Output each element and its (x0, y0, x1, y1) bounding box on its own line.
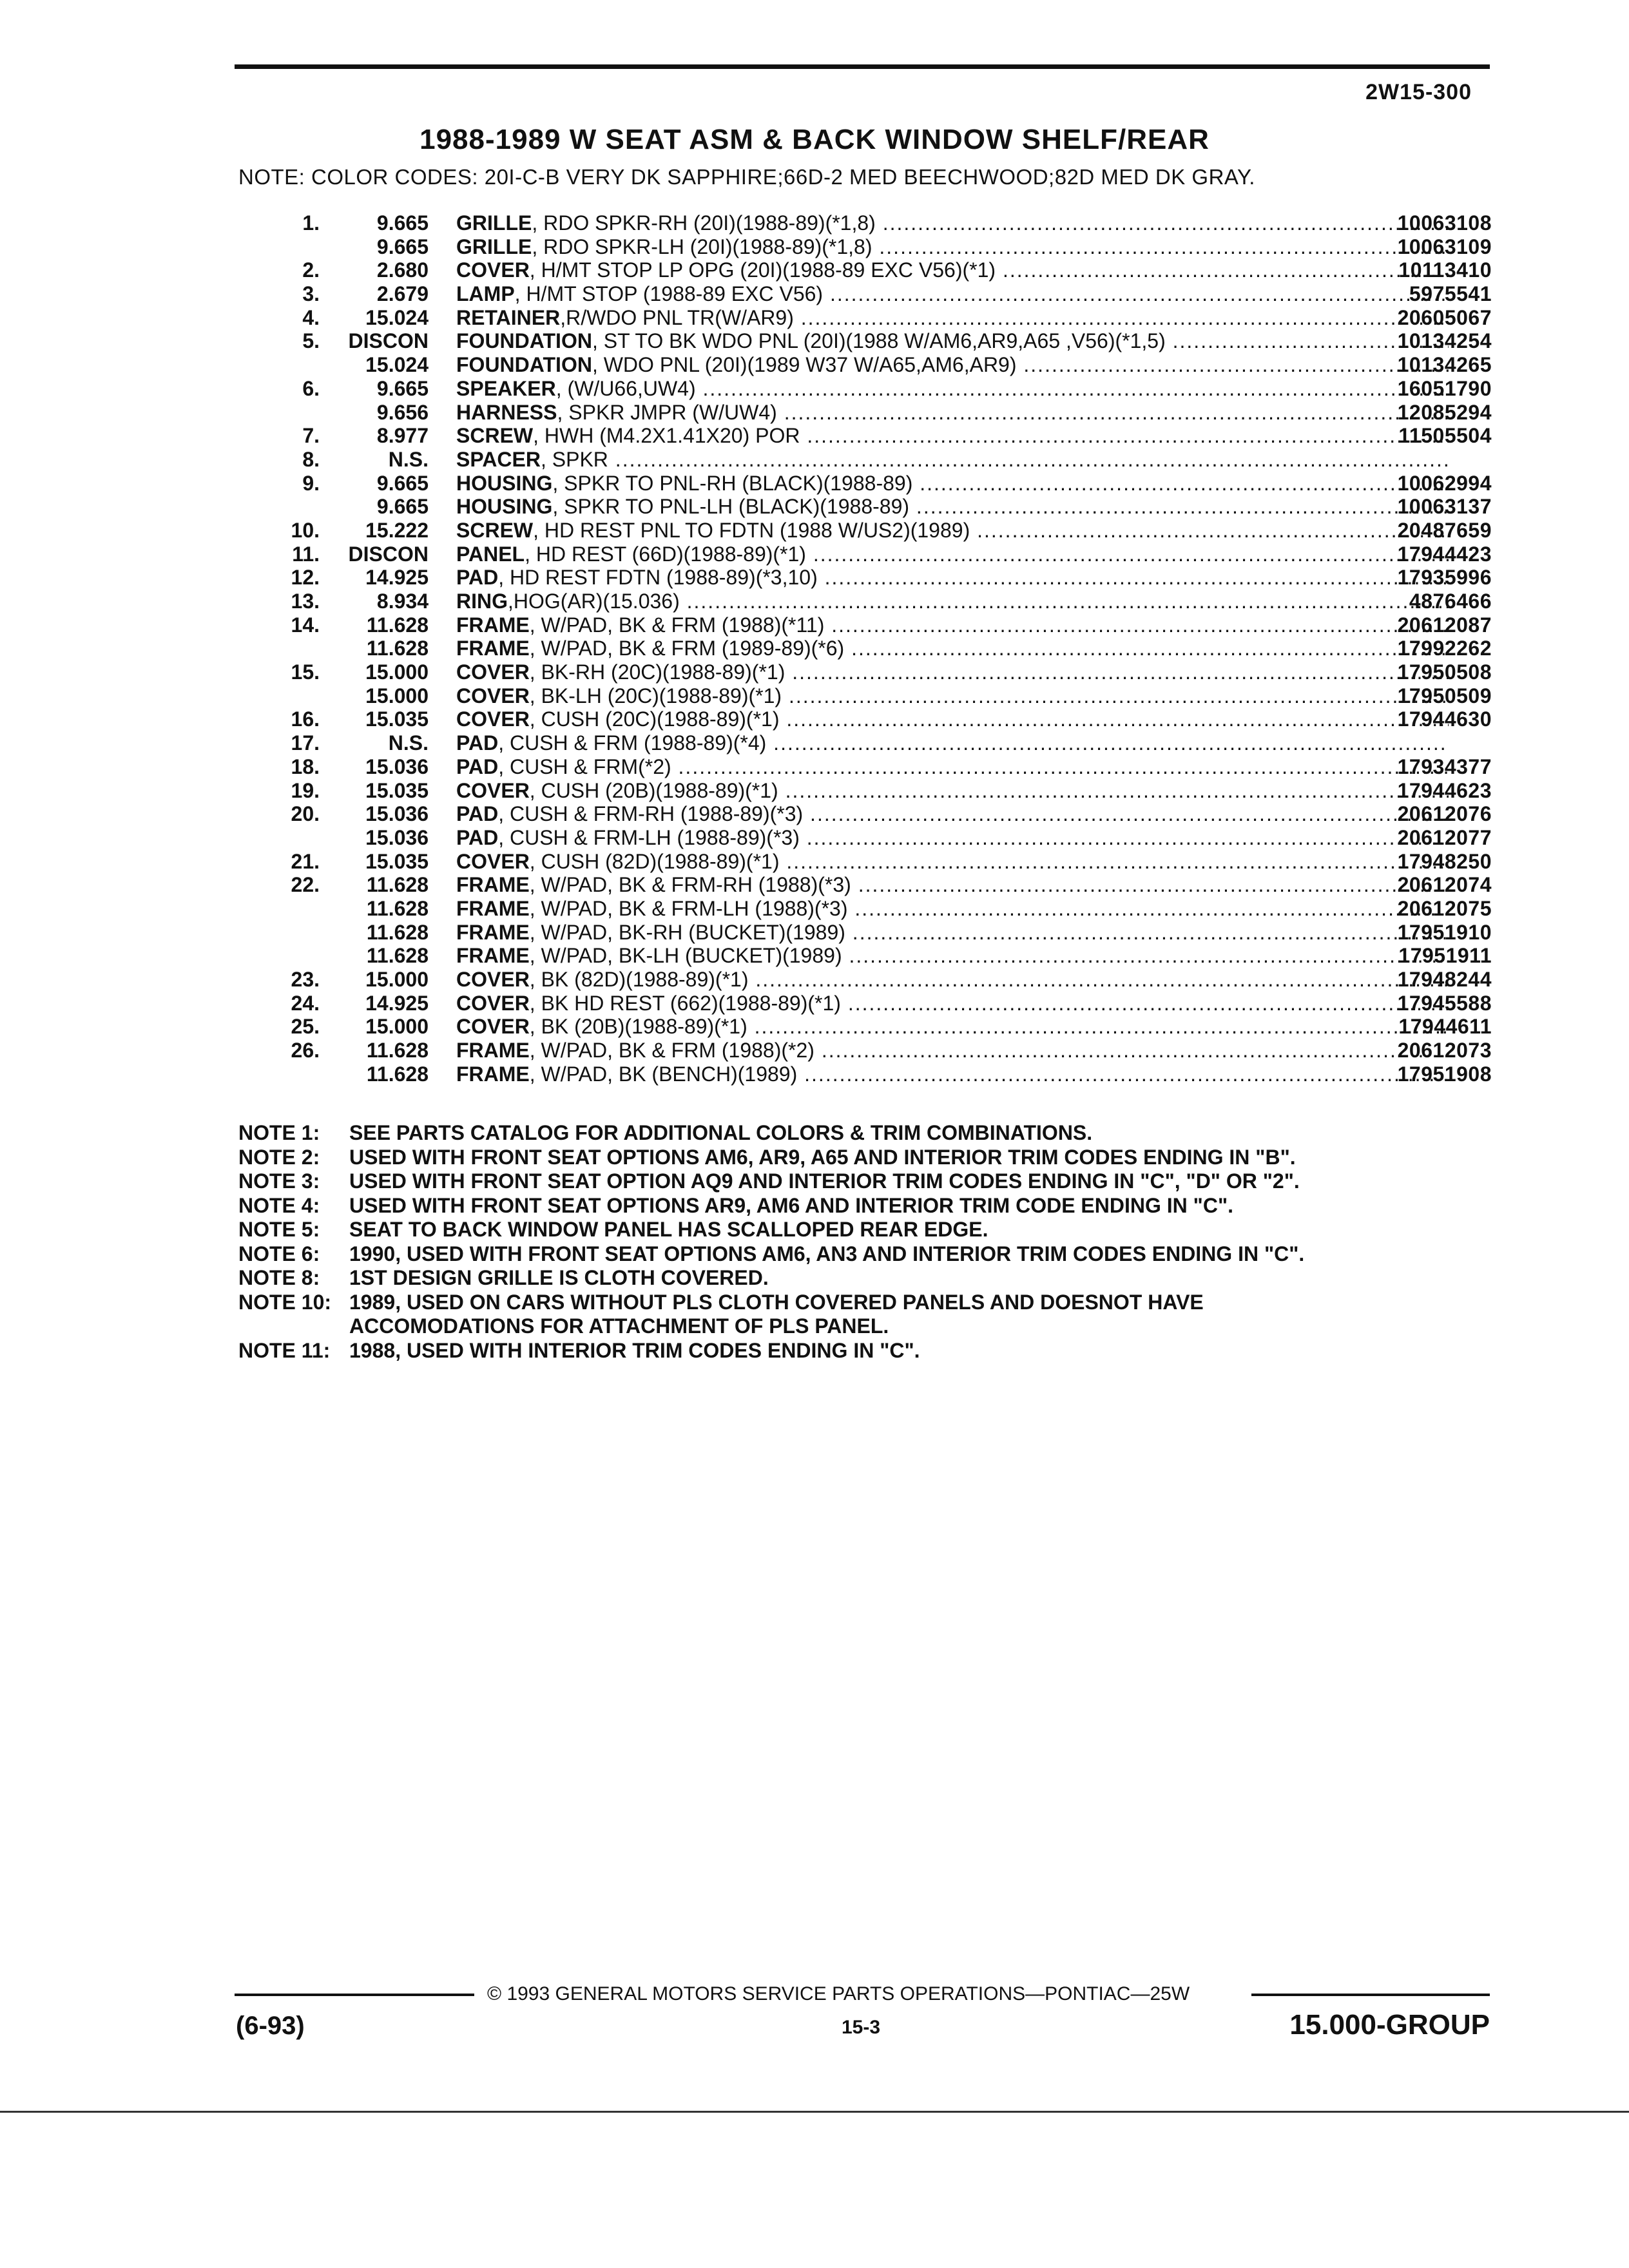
note-label: NOTE 10: (238, 1290, 332, 1314)
note-row (238, 1121, 1495, 1146)
part-index: 10. (291, 518, 320, 542)
part-detail: , WDO PNL (20I)(1989 W37 W/A65,AM6,AR9) ..... (592, 353, 1449, 376)
part-number: 10063109 (1397, 235, 1492, 258)
part-index: 26. (291, 1039, 320, 1062)
part-ref: 15.035 (365, 707, 429, 731)
part-row (245, 306, 1492, 330)
part-index: 9. (302, 471, 320, 495)
part-number: 11505504 (1398, 424, 1492, 448)
part-description (456, 211, 1449, 235)
part-row (245, 755, 1492, 779)
part-number: 10062994 (1397, 471, 1492, 495)
note-row (238, 1291, 1495, 1315)
part-description (456, 921, 1449, 945)
part-index: 1. (302, 211, 320, 235)
part-row (245, 944, 1492, 968)
part-detail: ,R/WDO PNL TR(W/AR9) ..... (560, 306, 1449, 329)
part-ref: 8.934 (376, 590, 429, 613)
part-name: SCREW (456, 518, 534, 542)
part-index: 19. (291, 778, 320, 802)
note-text: 1989, USED ON CARS WITHOUT PLS CLOTH COVERED PANELS AND DOESNOT HAVE (349, 1290, 1204, 1314)
part-index: 13. (291, 590, 320, 613)
note-label: NOTE 4: (238, 1193, 320, 1217)
part-description (456, 306, 1449, 330)
part-row (245, 519, 1492, 543)
note-row (238, 1242, 1495, 1267)
part-number: 17935996 (1397, 566, 1492, 590)
part-ref: 11.628 (366, 873, 429, 897)
part-number: 4876466 (1409, 590, 1492, 613)
part-name: COVER (456, 849, 530, 873)
part-description (456, 802, 1449, 826)
part-detail: , CUSH & FRM (1988-89)(*4) ..... (498, 731, 1449, 754)
note-label: NOTE 11: (238, 1338, 331, 1362)
note-row (238, 1218, 1495, 1242)
part-name: SPACER (456, 447, 541, 471)
page-title: 1988-1989 W SEAT ASM & BACK WINDOW SHELF/REAR (419, 124, 1210, 155)
part-name: PAD (456, 754, 499, 778)
part-description (456, 684, 1449, 708)
part-row (245, 211, 1492, 235)
part-number: 17951908 (1397, 1062, 1492, 1086)
part-name: FRAME (456, 944, 530, 968)
part-number: 5975541 (1409, 282, 1492, 306)
note-text: SEE PARTS CATALOG FOR ADDITIONAL COLORS & TRIM COMBINATIONS. (349, 1121, 1093, 1144)
part-number: 17944630 (1397, 707, 1492, 731)
part-number: 20612075 (1397, 896, 1492, 920)
part-description (456, 282, 1449, 306)
part-name: PANEL (456, 542, 525, 566)
part-name: PAD (456, 566, 499, 590)
part-description (456, 1039, 1449, 1062)
footer-group: 15.000-GROUP (1289, 2009, 1490, 2041)
part-name: HOUSING (456, 471, 553, 495)
part-index: 22. (291, 873, 320, 897)
part-name: COVER (456, 258, 530, 282)
part-description (456, 873, 1449, 897)
part-description (456, 543, 1449, 566)
part-detail: , CUSH & FRM(*2) ..... (498, 755, 1449, 778)
part-row (245, 329, 1492, 353)
part-name: RETAINER (456, 305, 561, 329)
part-number: 16051790 (1397, 376, 1492, 400)
part-name: RING (456, 590, 508, 613)
part-detail: , W/PAD, BK-RH (BUCKET)(1989) ..... (530, 921, 1449, 944)
part-description (456, 495, 1449, 519)
part-index: 4. (302, 305, 320, 329)
part-row (245, 873, 1492, 897)
part-description (456, 377, 1449, 401)
part-row (245, 377, 1492, 401)
part-description (456, 707, 1449, 731)
part-description (456, 566, 1449, 590)
part-ref: 2.679 (376, 282, 429, 306)
part-detail: , W/PAD, BK & FRM (1989-89)(*6) ..... (530, 637, 1449, 660)
note-text: USED WITH FRONT SEAT OPTIONS AM6, AR9, A65 AND INTERIOR TRIM CODES ENDING IN "B". (349, 1145, 1296, 1169)
part-detail: , BK (20B)(1988-89)(*1) ..... (530, 1015, 1449, 1038)
part-row (245, 921, 1492, 945)
part-row (245, 992, 1492, 1015)
part-number: 17945588 (1397, 991, 1492, 1015)
part-description (456, 660, 1449, 684)
part-name: FRAME (456, 920, 530, 944)
part-name: COVER (456, 707, 530, 731)
part-name: PAD (456, 731, 499, 755)
part-row (245, 1015, 1492, 1039)
top-rule (235, 64, 1490, 69)
part-description (456, 779, 1449, 803)
part-number: 17951911 (1398, 944, 1492, 968)
part-row (245, 1039, 1492, 1062)
part-index: 17. (291, 731, 320, 755)
part-name: FRAME (456, 873, 530, 897)
part-detail: , W/PAD, BK-LH (BUCKET)(1989) ..... (530, 944, 1449, 967)
part-ref: 9.665 (376, 471, 429, 495)
part-row (245, 495, 1492, 519)
part-name: COVER (456, 660, 530, 684)
note-label: NOTE 8: (238, 1266, 320, 1289)
part-detail: , HD REST PNL TO FDTN (1988 W/US2)(1989) ..... (533, 519, 1449, 542)
part-index: 2. (302, 258, 320, 282)
part-detail: , CUSH & FRM-RH (1988-89)(*3) ..... (498, 802, 1449, 825)
part-detail: , BK-LH (20C)(1988-89)(*1) ..... (530, 684, 1449, 707)
part-ref: 15.000 (365, 660, 429, 684)
part-number: 17934377 (1397, 754, 1492, 778)
part-description (456, 968, 1449, 992)
note-label: NOTE 6: (238, 1242, 320, 1265)
part-index: 7. (302, 424, 320, 448)
part-name: COVER (456, 684, 530, 707)
note-row (238, 1194, 1495, 1218)
part-index: 16. (291, 707, 320, 731)
part-name: FRAME (456, 613, 530, 637)
part-index: 21. (291, 849, 320, 873)
part-row (245, 590, 1492, 613)
part-row (245, 543, 1492, 566)
part-ref: N.S. (388, 731, 429, 755)
part-ref: DISCON (348, 542, 429, 566)
footer-date: (6-93) (236, 2012, 305, 2040)
part-ref: 15.024 (365, 305, 429, 329)
part-ref: 11.628 (366, 944, 429, 968)
part-number: 17944423 (1397, 542, 1492, 566)
color-codes-note: NOTE: COLOR CODES: 20I-C-B VERY DK SAPPHIRE;66D-2 MED BEECHWOOD;82D MED DK GRAY. (238, 165, 1255, 189)
part-detail: , (W/U66,UW4) ..... (556, 377, 1449, 400)
part-description (456, 472, 1449, 495)
part-index: 18. (291, 754, 320, 778)
note-row (238, 1146, 1495, 1170)
note-text: USED WITH FRONT SEAT OPTION AQ9 AND INTERIOR TRIM CODES ENDING IN "C", "D" OR "2". (349, 1169, 1300, 1193)
part-name: SCREW (456, 424, 534, 448)
part-number: 17948250 (1397, 849, 1492, 873)
part-name: HARNESS (456, 400, 557, 424)
page-code: 2W15-300 (1365, 80, 1472, 104)
part-detail: , HWH (M4.2X1.41X20) POR ..... (533, 424, 1449, 447)
part-ref: 11.628 (366, 1039, 429, 1062)
part-number: 17948244 (1397, 968, 1492, 991)
part-name: GRILLE (456, 235, 532, 258)
part-number: 20612087 (1397, 613, 1492, 637)
part-ref: 11.628 (366, 613, 429, 637)
part-row (245, 802, 1492, 826)
part-ref: 11.628 (366, 637, 429, 660)
part-name: COVER (456, 991, 530, 1015)
part-description (456, 826, 1449, 850)
part-row (245, 707, 1492, 731)
part-ref: DISCON (348, 329, 429, 353)
part-name: SPEAKER (456, 376, 556, 400)
part-row (245, 424, 1492, 448)
part-detail: , BK HD REST (662)(1988-89)(*1) ..... (530, 992, 1449, 1015)
parts-list (245, 211, 1492, 1086)
part-description (456, 353, 1449, 377)
part-number: 17950509 (1397, 684, 1492, 707)
part-ref: 9.656 (376, 400, 429, 424)
part-ref: 15.222 (365, 518, 429, 542)
note-text: 1990, USED WITH FRONT SEAT OPTIONS AM6, AN3 AND INTERIOR TRIM CODES ENDING IN "C". (349, 1242, 1305, 1265)
part-description (456, 897, 1449, 921)
part-detail: , RDO SPKR-RH (20I)(1988-89)(*1,8) ..... (532, 211, 1449, 235)
part-row (245, 235, 1492, 259)
part-description (456, 329, 1449, 353)
part-ref: 14.925 (365, 991, 429, 1015)
part-number: 10134254 (1397, 329, 1492, 353)
part-ref: 15.000 (365, 968, 429, 991)
part-description (456, 1062, 1449, 1086)
part-name: FOUNDATION (456, 353, 592, 377)
part-row (245, 850, 1492, 874)
part-detail: , BK-RH (20C)(1988-89)(*1) ..... (530, 660, 1449, 684)
part-number: 20605067 (1397, 305, 1492, 329)
part-number: 20487659 (1397, 518, 1492, 542)
part-name: GRILLE (456, 211, 532, 235)
part-ref: 9.665 (376, 235, 429, 258)
part-number: 17944611 (1398, 1015, 1492, 1039)
part-row (245, 448, 1492, 472)
part-description (456, 731, 1449, 755)
part-row (245, 897, 1492, 921)
part-ref: 15.036 (365, 754, 429, 778)
part-ref: 8.977 (376, 424, 429, 448)
part-description (456, 590, 1449, 613)
part-ref: 15.024 (365, 353, 429, 377)
note-text: 1988, USED WITH INTERIOR TRIM CODES ENDING IN "C". (349, 1338, 920, 1362)
part-description (456, 992, 1449, 1015)
part-row (245, 472, 1492, 495)
part-detail: , SPKR ..... (541, 448, 1449, 471)
bottom-scan-rule (0, 2111, 1629, 2113)
note-label: NOTE 2: (238, 1145, 320, 1169)
part-index: 25. (291, 1015, 320, 1039)
part-row (245, 968, 1492, 992)
part-description (456, 755, 1449, 779)
part-row (245, 1062, 1492, 1086)
note-text: SEAT TO BACK WINDOW PANEL HAS SCALLOPED REAR EDGE. (349, 1218, 988, 1241)
part-index: 23. (291, 968, 320, 991)
part-ref: 15.000 (365, 684, 429, 707)
part-description (456, 637, 1449, 660)
part-detail: , SPKR TO PNL-RH (BLACK)(1988-89) ..... (552, 472, 1449, 495)
note-row (238, 1169, 1495, 1194)
part-ref: N.S. (388, 447, 429, 471)
part-index: 15. (291, 660, 320, 684)
part-row (245, 826, 1492, 850)
part-detail: , CUSH (20C)(1988-89)(*1) ..... (530, 707, 1449, 731)
part-name: COVER (456, 968, 530, 991)
part-index: 14. (291, 613, 320, 637)
part-detail: , H/MT STOP LP OPG (20I)(1988-89 EXC V56)(*1) ..... (530, 258, 1449, 282)
part-name: HOUSING (456, 495, 553, 519)
part-ref: 11.628 (366, 920, 429, 944)
part-description (456, 258, 1449, 282)
part-detail: , BK (82D)(1988-89)(*1) ..... (530, 968, 1449, 991)
note-label: NOTE 1: (238, 1121, 320, 1144)
part-ref: 9.665 (376, 211, 429, 235)
part-detail: , W/PAD, BK & FRM (1988)(*11) ..... (530, 613, 1449, 637)
part-description (456, 613, 1449, 637)
part-number: 10134265 (1397, 353, 1492, 377)
part-ref: 15.035 (365, 778, 429, 802)
part-detail: , W/PAD, BK & FRM (1988)(*2) ..... (530, 1039, 1449, 1062)
footer-rule-left (235, 1994, 474, 1996)
part-detail: , CUSH (20B)(1988-89)(*1) ..... (530, 779, 1449, 802)
part-row (245, 282, 1492, 306)
note-label: NOTE 3: (238, 1169, 320, 1193)
part-row (245, 660, 1492, 684)
part-detail: , RDO SPKR-LH (20I)(1988-89)(*1,8) ..... (532, 235, 1449, 258)
part-detail: , W/PAD, BK (BENCH)(1989) ..... (530, 1062, 1449, 1086)
part-row (245, 684, 1492, 708)
part-detail: , CUSH (82D)(1988-89)(*1) ..... (530, 850, 1449, 873)
part-detail: , W/PAD, BK & FRM-RH (1988)(*3) ..... (530, 873, 1449, 896)
part-detail: , HD REST FDTN (1988-89)(*3,10) ..... (498, 566, 1449, 589)
note-text: USED WITH FRONT SEAT OPTIONS AR9, AM6 AND INTERIOR TRIM CODE ENDING IN "C". (349, 1193, 1233, 1217)
footer-rule-right (1251, 1994, 1490, 1996)
part-index: 3. (302, 282, 320, 306)
note-row (238, 1266, 1495, 1291)
part-name: COVER (456, 778, 530, 802)
part-description (456, 944, 1449, 968)
part-number: 20612076 (1397, 802, 1492, 826)
part-row (245, 731, 1492, 755)
part-ref: 14.925 (365, 566, 429, 590)
part-number: 12085294 (1397, 400, 1492, 424)
part-number: 20612074 (1397, 873, 1492, 897)
part-ref: 11.628 (366, 896, 429, 920)
part-ref: 9.665 (376, 376, 429, 400)
part-row (245, 353, 1492, 377)
part-description (456, 424, 1449, 448)
part-description (456, 1015, 1449, 1039)
part-row (245, 401, 1492, 425)
part-name: FRAME (456, 896, 530, 920)
part-detail: ,HOG(AR)(15.036) ..... (508, 590, 1449, 613)
part-index: 20. (291, 802, 320, 826)
note-row (238, 1314, 1495, 1339)
part-description (456, 850, 1449, 874)
part-index: 6. (302, 376, 320, 400)
part-ref: 15.036 (365, 802, 429, 826)
part-name: COVER (456, 1015, 530, 1039)
note-label: NOTE 5: (238, 1218, 320, 1241)
part-name: FRAME (456, 637, 530, 660)
part-name: PAD (456, 825, 499, 849)
footer-page-number: 15-3 (842, 2017, 881, 2038)
part-detail: , SPKR JMPR (W/UW4) ..... (557, 401, 1449, 424)
part-description (456, 519, 1449, 543)
part-number: 20612077 (1397, 825, 1492, 849)
part-detail: , CUSH & FRM-LH (1988-89)(*3) ..... (498, 826, 1449, 849)
part-description (456, 448, 1449, 472)
part-row (245, 613, 1492, 637)
part-number: 17944623 (1397, 778, 1492, 802)
part-detail: , H/MT STOP (1988-89 EXC V56) ..... (515, 282, 1449, 305)
part-ref: 15.036 (365, 825, 429, 849)
part-index: 11. (292, 542, 320, 566)
part-name: PAD (456, 802, 499, 826)
part-detail: , HD REST (66D)(1988-89)(*1) ..... (525, 543, 1449, 566)
part-number: 10113410 (1398, 258, 1492, 282)
part-number: 17950508 (1397, 660, 1492, 684)
part-row (245, 779, 1492, 803)
part-index: 24. (291, 991, 320, 1015)
part-detail: , W/PAD, BK & FRM-LH (1988)(*3) ..... (530, 897, 1449, 920)
part-detail: , SPKR TO PNL-LH (BLACK)(1988-89) ..... (552, 495, 1449, 518)
part-description (456, 235, 1449, 259)
note-row (238, 1339, 1495, 1363)
part-name: FOUNDATION (456, 329, 592, 353)
note-text: 1ST DESIGN GRILLE IS CLOTH COVERED. (349, 1266, 769, 1289)
part-index: 5. (302, 329, 320, 353)
part-number: 10063137 (1397, 495, 1492, 519)
part-name: LAMP (456, 282, 515, 306)
part-ref: 9.665 (376, 495, 429, 519)
part-number: 17951910 (1397, 920, 1492, 944)
part-ref: 11.628 (366, 1062, 429, 1086)
part-ref: 2.680 (376, 258, 429, 282)
part-name: FRAME (456, 1039, 530, 1062)
part-description (456, 401, 1449, 425)
part-row (245, 258, 1492, 282)
footer-copyright: © 1993 GENERAL MOTORS SERVICE PARTS OPERATIONS—PONTIAC—25W (487, 1983, 1190, 2004)
part-detail: , ST TO BK WDO PNL (20I)(1988 W/AM6,AR9,A65 ,V56)(*1,5) ..... (592, 329, 1449, 352)
part-row (245, 637, 1492, 660)
part-number: 17992262 (1397, 637, 1492, 660)
part-number: 20612073 (1397, 1039, 1492, 1062)
part-ref: 15.035 (365, 849, 429, 873)
notes-list (238, 1121, 1495, 1363)
part-index: 8. (302, 447, 320, 471)
note-text: ACCOMODATIONS FOR ATTACHMENT OF PLS PANEL. (349, 1314, 889, 1338)
part-row (245, 566, 1492, 590)
part-ref: 15.000 (365, 1015, 429, 1039)
part-name: FRAME (456, 1062, 530, 1086)
part-number: 10063108 (1397, 211, 1492, 235)
part-index: 12. (291, 566, 320, 590)
